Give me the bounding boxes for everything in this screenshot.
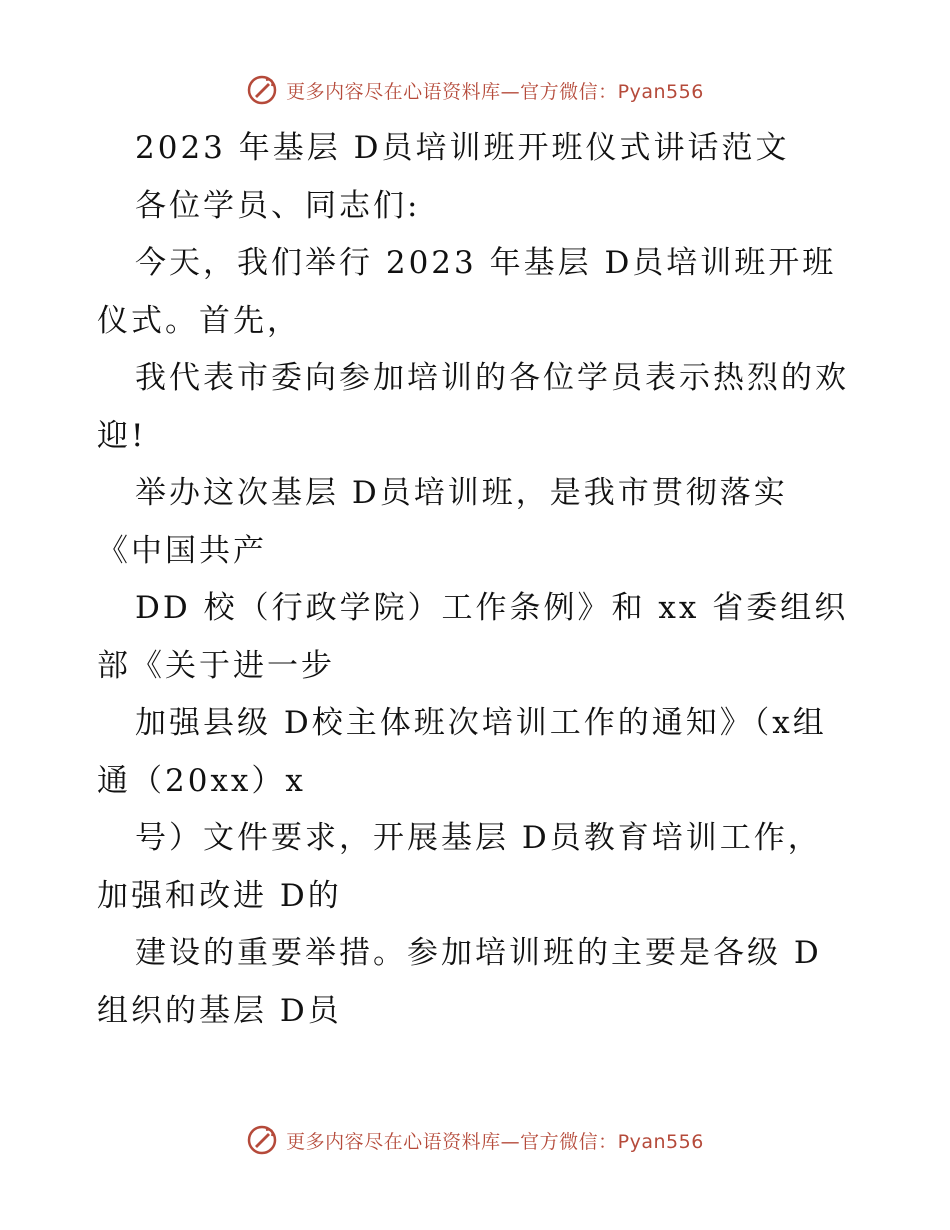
document-title: 2023 年基层 D员培训班开班仪式讲话范文 — [135, 130, 790, 166]
paragraph-line: 我代表市委向参加培训的各位学员表示热烈的欢 — [135, 360, 849, 396]
header-banner — [0, 70, 950, 110]
paragraph-line: DD 校（行政学院）工作条例》和 xx 省委组织 — [135, 590, 849, 626]
paragraph-line: 加强县级 D校主体班次培训工作的通知》（x组 — [135, 705, 827, 741]
paragraph-line: 组织的基层 D员 — [97, 992, 342, 1029]
salutation: 各位学员、同志们: — [135, 187, 421, 224]
paragraph-line: 部《关于进一步 — [97, 647, 335, 684]
quill-logo-icon — [246, 1124, 278, 1156]
paragraph-line: 加强和改进 D的 — [97, 877, 342, 914]
paragraph-line: 建设的重要举措。参加培训班的主要是各级 D — [135, 935, 822, 971]
quill-logo-icon — [246, 74, 278, 106]
footer-banner-text: 更多内容尽在心语资料库—官方微信：Pyan556 — [286, 1130, 704, 1153]
footer-banner — [0, 1120, 950, 1160]
paragraph-line: 通（20xx）x — [97, 762, 306, 799]
document-body — [97, 120, 857, 1040]
header-banner-text: 更多内容尽在心语资料库—官方微信：Pyan556 — [286, 80, 704, 103]
paragraph-line: 举办这次基层 D员培训班，是我市贯彻落实 — [135, 475, 788, 511]
paragraph-line: 《中国共产 — [97, 532, 267, 569]
paragraph-line: 仪式。首先， — [97, 302, 301, 339]
paragraph-line: 迎! — [97, 417, 147, 454]
paragraph-line: 号）文件要求，开展基层 D员教育培训工作， — [135, 820, 822, 856]
paragraph-line: 今天，我们举行 2023 年基层 D员培训班开班 — [135, 245, 837, 281]
